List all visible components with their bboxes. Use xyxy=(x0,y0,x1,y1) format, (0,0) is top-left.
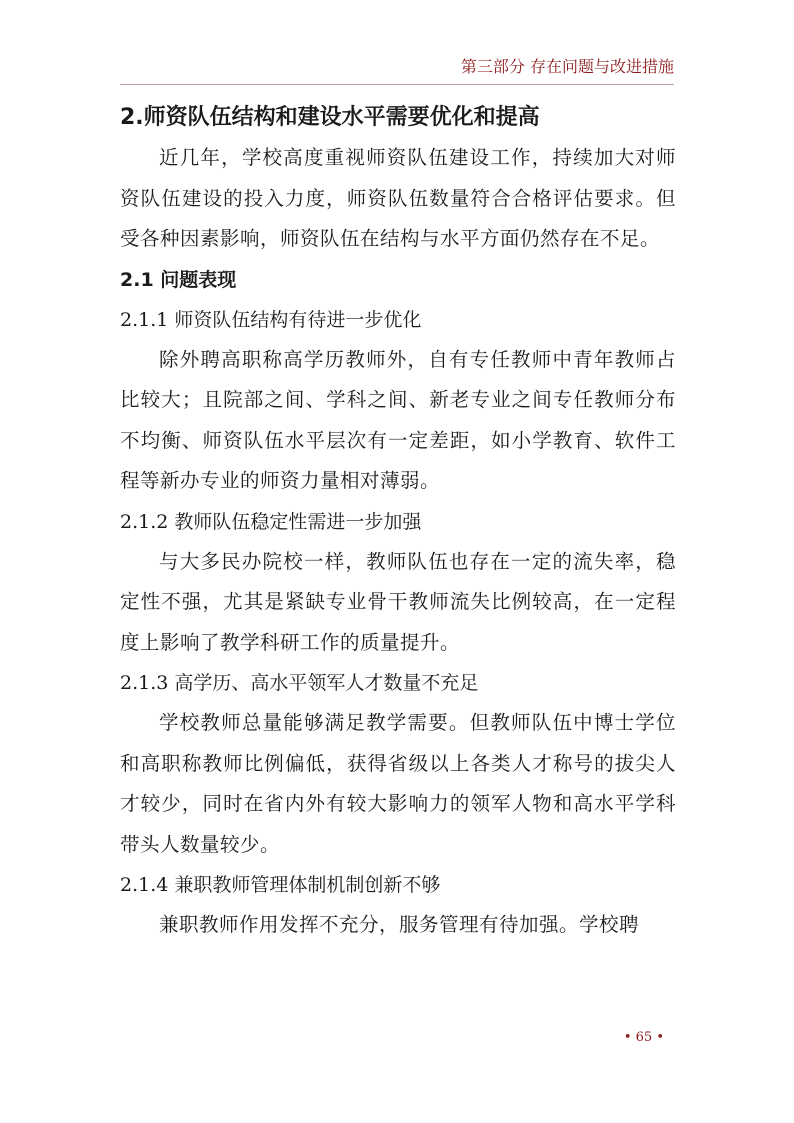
item-paragraph-2-1-4: 兼职教师作用发挥不充分，服务管理有待加强。学校聘 xyxy=(159,913,640,936)
running-header: 第三部分 存在问题与改进措施 xyxy=(460,57,674,76)
item-heading-2-1-3: 2.1.3 高学历、高水平领军人才数量不充足 xyxy=(120,672,479,694)
page-content xyxy=(120,98,676,946)
intro-paragraph: 近几年，学校高度重视师资队伍建设工作，持续加大对师资队伍建设的投入力度，师资队伍数量符合合格评估要求。但受各种因素影响，师资队伍在结构与水平方面仍然存在不足。 xyxy=(120,146,676,250)
item-paragraph-2-1-3: 学校教师总量能够满足教学需要。但教师队伍中博士学位和高职称教师比例偏低，获得省级以上各类人才称号的拔尖人才较少，同时在省内外有较大影响力的领军人物和高水平学科带头人数量较少。 xyxy=(120,711,676,856)
item-paragraph-2-1-1: 除外聘高职称高学历教师外，自有专任教师中青年教师占比较大；且院部之间、学科之间、新老专业之间专任教师分布不均衡、师资队伍水平层次有一定差距，如小学教育、软件工程等新办专业的师资力量相对薄弱。 xyxy=(120,347,676,492)
item-paragraph-2-1-2: 与大多民办院校一样，教师队伍也存在一定的流失率，稳定性不强，尤其是紧缺专业骨干教师流失比例较高，在一定程度上影响了教学科研工作的质量提升。 xyxy=(120,549,676,654)
page-number: • 65 • xyxy=(623,1030,664,1045)
item-heading-2-1-4: 2.1.4 兼职教师管理体制机制创新不够 xyxy=(120,874,441,896)
section-heading: 2.师资队伍结构和建设水平需要优化和提高 xyxy=(120,105,540,130)
item-heading-2-1-1: 2.1.1 师资队伍结构有待进一步优化 xyxy=(120,308,422,331)
header-divider xyxy=(120,84,674,85)
item-heading-2-1-2: 2.1.2 教师队伍稳定性需进一步加强 xyxy=(120,510,422,533)
subsection-heading: 2.1 问题表现 xyxy=(120,268,237,291)
